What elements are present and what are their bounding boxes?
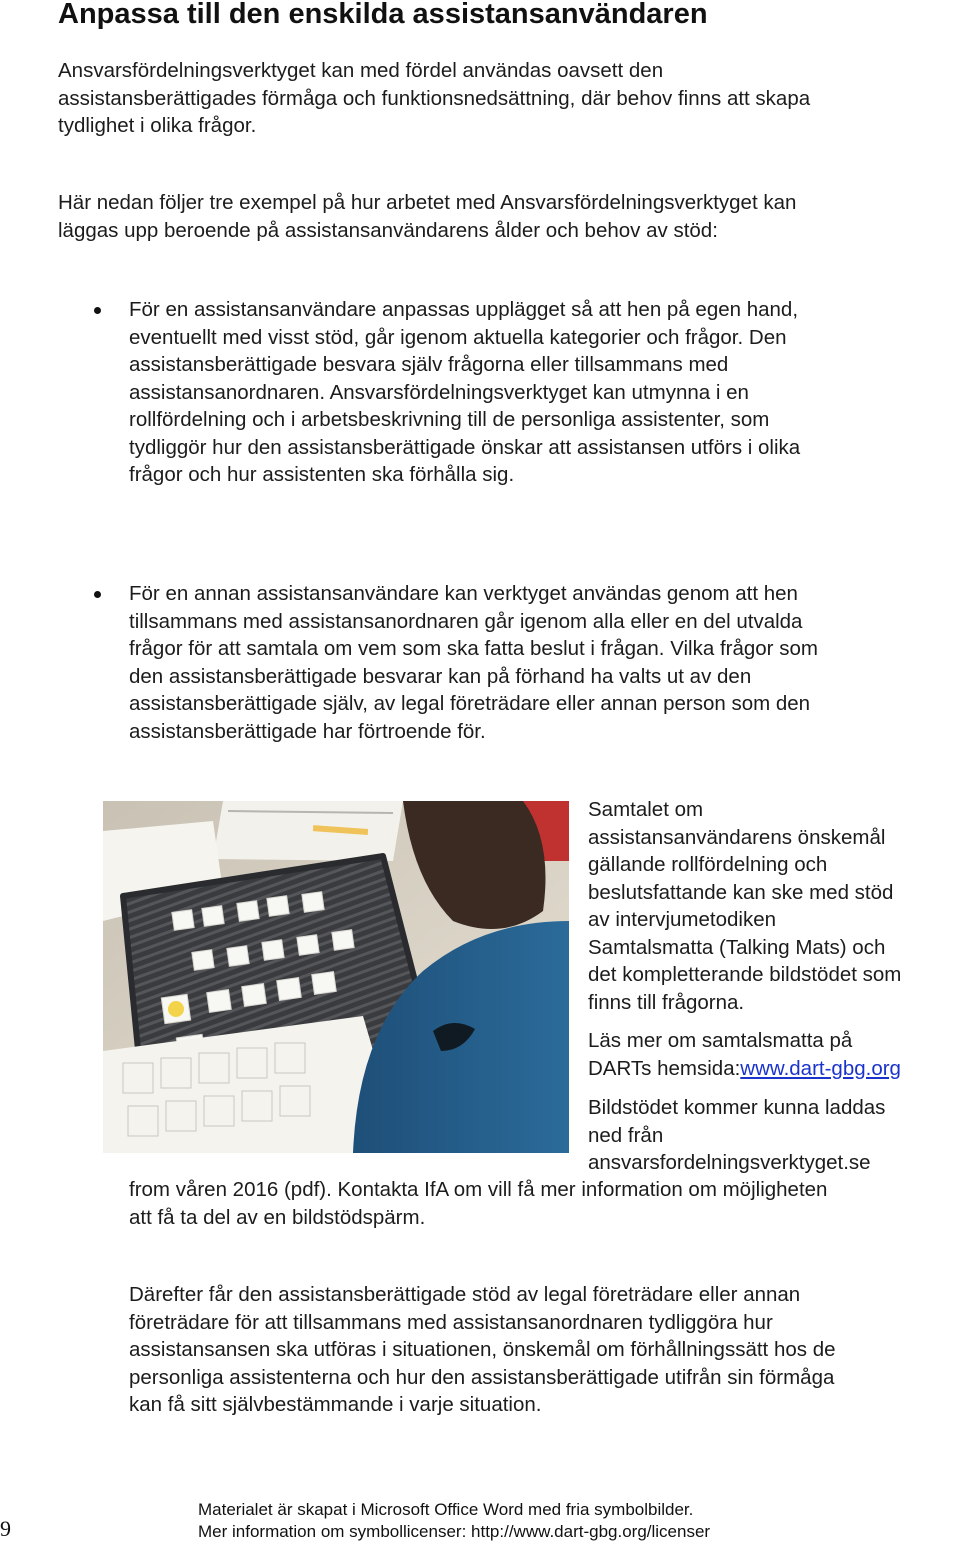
final-line: kan få sitt självbestämmande i varje situation.: [129, 1393, 542, 1416]
footer-line-1: Materialet är skapat i Microsoft Office Word med fria symbolbilder.: [198, 1500, 694, 1519]
talking-mats-photo: [103, 801, 569, 1153]
side-text-line: assistansanvändarens önskemål: [588, 825, 886, 849]
bullet-paragraph-1: [129, 296, 800, 489]
final-paragraph: [129, 1281, 836, 1419]
bullet-icon: [94, 591, 101, 598]
page-heading: Anpassa till den enskilda assistansanvändaren: [58, 0, 708, 30]
bullet1-line: eventuellt med visst stöd, går igenom aktuella kategorier och frågor. Den: [129, 325, 787, 349]
bullet2-line: För en annan assistansanvändare kan verktyget användas genom att hen: [129, 582, 798, 605]
read-more-line: [588, 1055, 901, 1083]
side-text-line: gällande rollfördelning och: [588, 853, 828, 876]
bullet2-line: assistansberättigade själv, av legal företrädare eller annan person som den: [129, 692, 811, 715]
bullet1-line: tydliggör hur den assistansberättigade önskar att assistansen utförs i olika: [129, 435, 801, 459]
intro-line: Ansvarsfördelningsverktyget kan med fördel användas oavsett den: [58, 59, 664, 82]
continue-line: att få ta del av en bildstödspärm.: [129, 1205, 426, 1229]
examples-line: Här nedan följer tre exempel på hur arbetet med Ansvarsfördelningsverktyget kan: [58, 191, 797, 214]
side-text-line: Samtalet om: [588, 798, 704, 821]
side-text: [588, 796, 901, 1016]
bildstod-line: Bildstödet kommer kunna laddas: [588, 1096, 886, 1119]
final-line: företrädare för att tillsammans med assistansanordnaren tydliggöra hur: [129, 1310, 773, 1334]
bullet1-line: För en assistansanvändare anpassas upplägget så att hen på egen hand,: [129, 298, 799, 321]
final-line: assistansansen ska utföras i situationen, önskemål om förhållningssätt hos de: [129, 1338, 836, 1361]
final-line: Därefter får den assistansberättigade stöd av legal företrädare eller annan: [129, 1283, 801, 1306]
intro-line: tydlighet i olika frågor.: [58, 114, 257, 137]
read-more-text: [588, 1027, 901, 1082]
bullet2-line: assistansberättigade har förtroende för.: [129, 719, 486, 743]
bullet1-line: rollfördelning och i arbetsbeskrivning till de personliga assistenter, som: [129, 408, 770, 431]
read-more-line: Läs mer om samtalsmatta på: [588, 1029, 853, 1052]
final-line: personliga assistenterna och hur den assistansberättigade utifrån sin förmåga: [129, 1365, 835, 1389]
side-text-line: finns till frågorna.: [588, 990, 745, 1014]
footer-line-2: Mer information om symbollicenser: http://www.dart-gbg.org/licenser: [198, 1522, 711, 1541]
examples-paragraph: [58, 189, 796, 244]
examples-line: läggas upp beroende på assistansanvändarens ålder och behov av stöd:: [58, 218, 718, 242]
bildstod-line: ned från: [588, 1123, 664, 1147]
bildstod-line: ansvarsfordelningsverktyget.se: [588, 1151, 871, 1174]
bullet1-line: frågor och hur assistenten ska förhålla sig.: [129, 463, 515, 486]
side-text-line: Samtalsmatta (Talking Mats) och: [588, 935, 886, 959]
continue-text: [129, 1176, 827, 1231]
dart-website-link[interactable]: www.dart-gbg.org: [740, 1056, 901, 1080]
bullet1-line: assistansanordnaren. Ansvarsfördelningsverktyget kan utmynna i en: [129, 380, 749, 404]
bullet2-line: den assistansberättigade besvarar kan på förhand ha valts ut av den: [129, 664, 752, 688]
side-text-line: beslutsfattande kan ske med stöd: [588, 880, 894, 904]
bullet2-line: frågor för att samtala om vem som ska fatta beslut i frågan. Vilka frågor som: [129, 637, 818, 660]
bildstod-text: [588, 1094, 885, 1177]
side-text-line: det kompletterande bildstödet som: [588, 963, 902, 986]
bullet-paragraph-2: [129, 580, 818, 745]
bullet2-line: tillsammans med assistansanordnaren går igenom alla eller en del utvalda: [129, 609, 803, 633]
page-number: 9: [0, 1516, 11, 1541]
bullet-icon: [94, 307, 101, 314]
side-text-line: av intervjumetodiken: [588, 908, 777, 931]
bullet1-line: assistansberättigade besvara själv frågorna eller tillsammans med: [129, 353, 729, 376]
read-more-prefix: DARTs hemsida:: [588, 1056, 741, 1080]
intro-paragraph: [58, 57, 810, 140]
intro-line: assistansberättigades förmåga och funktionsnedsättning, där behov finns att skapa: [58, 86, 811, 110]
continue-line: from våren 2016 (pdf). Kontakta IfA om vill få mer information om möjligheten: [129, 1178, 828, 1201]
